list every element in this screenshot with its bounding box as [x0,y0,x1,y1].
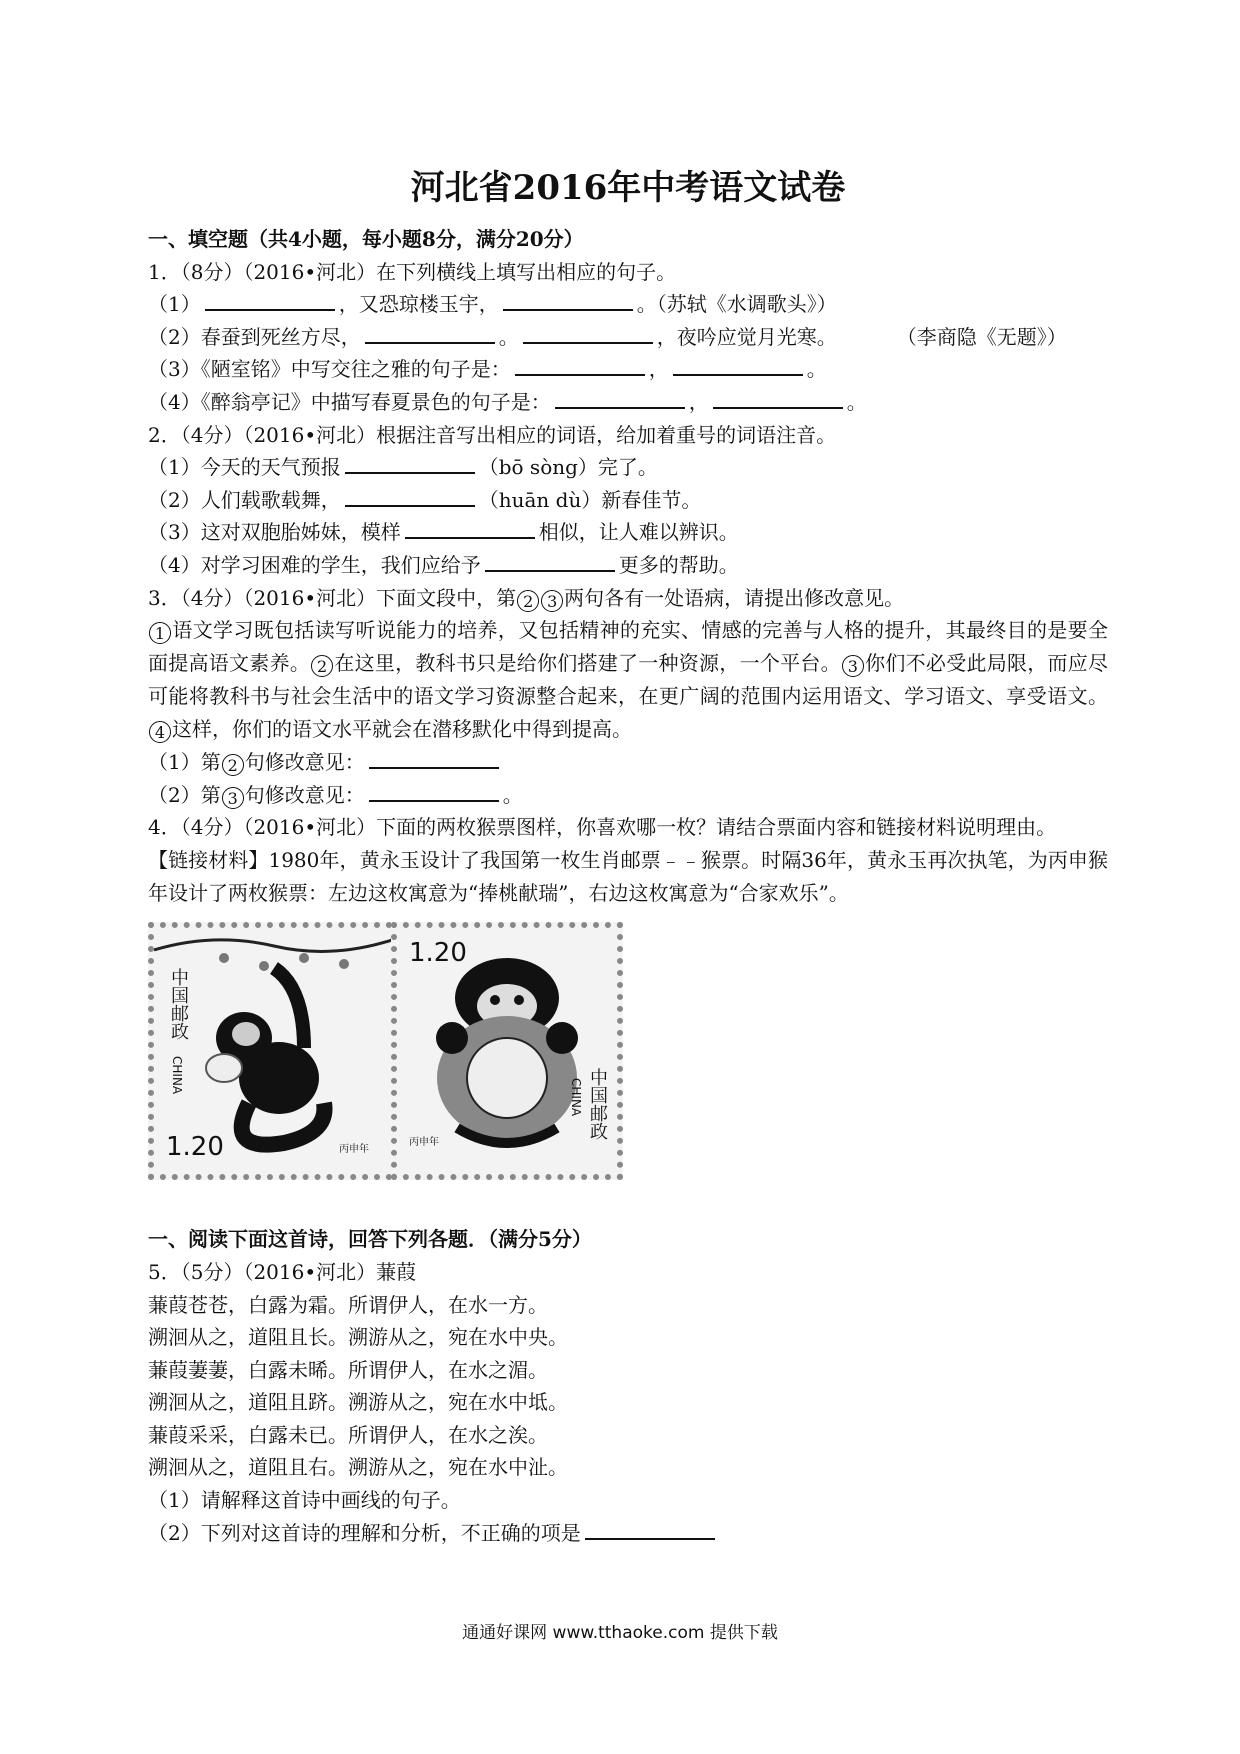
answer-blank[interactable] [205,289,335,311]
question-3-passage: 1 语文学习既包括读写听说能力的培养，又包括精神的充实、情感的完善与人格的提升，其最终目的是要全面提高语文素养。 2 在这里，教科书只是给你们搭建了一种资源，一个平台。 3 你们不必受此局限，而应尽可能将教科书与社会生活中的语文学习资源整合起来，在更广阔的范围内运用语文、学习语文、享受语文。4 这样，你们的语文水平就会在潜移默化中得到提高。 [148,618,1109,743]
circled-number: 2 [517,590,539,612]
stamp-left [148,922,404,1180]
poem-line: 蒹葭采采，白露未已。所谓伊人，在水之涘。 [148,1422,548,1447]
stamp-left-post: 中国邮政 [168,968,189,1041]
stamp-images [148,922,1108,1187]
circled-number: 3 [222,787,244,809]
question-2-item-2: （2）人们载歌载舞， （huān dù）新春佳节。 [148,484,1108,517]
section-heading: 一、阅读下面这首诗，回答下列各题．（满分5分） [148,1227,592,1252]
exam-page [148,150,1108,1549]
answer-blank[interactable] [585,1518,715,1540]
question-1-item-1: （1） ，又恐琼楼玉宇， 。（苏轼《水调歌头》） [148,288,1108,321]
circled-number: 3 [541,590,563,612]
question-4-material: 【链接材料】1980年，黄永玉设计了我国第一枚生肖邮票﹣﹣猴票。时隔36年，黄永玉再次执笔，为丙申猴年设计了两枚猴票：左边这枚寓意为“捧桃献瑞”，右边这枚寓意为“合家欢乐”。 [148,848,1108,906]
answer-blank[interactable] [515,354,645,376]
stamp-right [391,922,623,1180]
stamp-left-china: CHINA [170,1056,184,1095]
question-1-item-3: （3）《陋室铭》中写交往之雅的句子是： ， 。 [148,353,1108,386]
stamp-left-value: 1.20 [166,1132,224,1163]
circled-number: 4 [149,721,171,743]
answer-blank[interactable] [369,780,499,802]
question-1-stem: 1．（8分）（2016•河北）在下列横线上填写出相应的句子。 [148,259,677,284]
stamp-right-post: 中国邮政 [587,1068,608,1141]
answer-blank[interactable] [523,322,653,344]
question-2-item-3: （3）这对双胞胎姊妹，模样 相似，让人难以辨识。 [148,516,1108,549]
question-5-item-2: （2）下列对这首诗的理解和分析，不正确的项是 [148,1517,1108,1550]
poem-line: 蒹葭萋萋，白露未晞。所谓伊人，在水之湄。 [148,1357,548,1382]
stamp-left-year: 丙申年 [339,1144,369,1156]
stamp-right-value: 1.20 [409,938,467,969]
circled-number: 1 [149,622,171,644]
poem-line: 溯洄从之，道阻且跻。溯游从之，宛在水中坻。 [148,1390,568,1415]
circled-number: 3 [842,655,864,677]
answer-blank[interactable] [555,387,685,409]
poem-line: 溯洄从之，道阻且长。溯游从之，宛在水中央。 [148,1325,568,1350]
answer-blank[interactable] [405,517,535,539]
poem-line: 溯洄从之，道阻且右。溯游从之，宛在水中沚。 [148,1455,568,1480]
question-2-stem: 2．（4分）（2016•河北）根据注音写出相应的词语，给加着重号的词语注音。 [148,422,837,447]
answer-blank[interactable] [365,322,495,344]
poem-line: 蒹葭苍苍，白露为霜。所谓伊人，在水一方。 [148,1292,548,1317]
section-heading: 一、填空题（共4小题，每小题8分，满分20分） [148,227,584,251]
question-4-stem: 4．（4分）（2016•河北）下面的两枚猴票图样，你喜欢哪一枚？请结合票面内容和链接材料说明理由。 [148,815,1057,840]
circled-number: 2 [222,754,244,776]
question-2-item-1: （1）今天的天气预报 （bō sòng）完了。 [148,451,1108,484]
answer-blank[interactable] [713,387,843,409]
answer-blank[interactable] [345,452,475,474]
question-5-item-1: （1）请解释这首诗中画线的句子。 [148,1488,461,1513]
answer-blank[interactable] [345,485,475,507]
question-1-item-2: （2）春蚕到死丝方尽， 。 ，夜吟应觉月光寒。 （李商隐《无题》） [148,321,1108,354]
question-3-stem: 3．（4分）（2016•河北）下面文段中，第 2 3 两句各有一处语病，请提出修改意见。 [148,585,905,611]
stamp-right-china: CHINA [569,1078,583,1117]
page-title: 河北省2016年中考语文试卷 [410,168,846,208]
stamp-right-year: 丙申年 [409,1137,439,1149]
question-3-item-1: （1）第 2 句修改意见： [148,746,1108,779]
question-5-stem: 5．（5分）（2016•河北）蒹葭 [148,1259,417,1284]
answer-blank[interactable] [503,289,633,311]
question-1-item-4: （4）《醉翁亭记》中描写春夏景色的句子是： ， 。 [148,386,1108,419]
circled-number: 2 [311,655,333,677]
question-2-item-4: （4）对学习困难的学生，我们应给予 更多的帮助。 [148,549,1108,582]
question-3-item-2: （2）第 3 句修改意见： 。 [148,779,1108,812]
answer-blank[interactable] [485,550,615,572]
answer-blank[interactable] [369,747,499,769]
page-footer: 通通好课网 www.tthaoke.com 提供下载 [462,1623,778,1643]
answer-blank[interactable] [673,354,803,376]
